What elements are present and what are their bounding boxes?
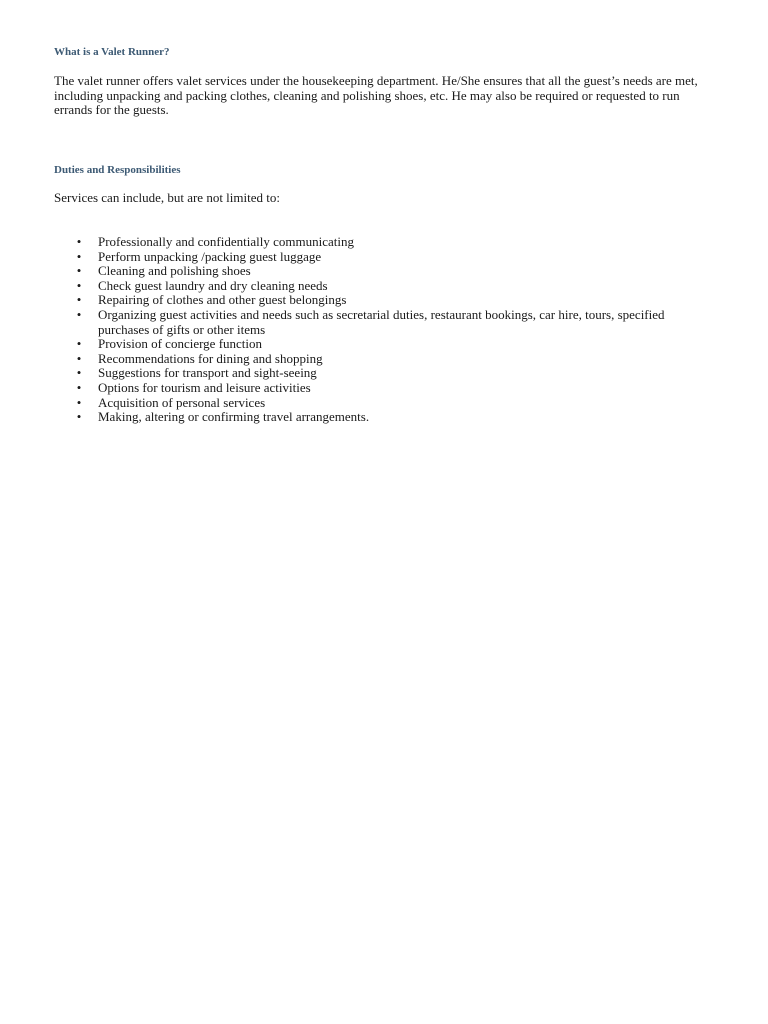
bullet-icon: •	[76, 263, 82, 279]
bullet-icon: •	[76, 336, 82, 352]
bullet-icon: •	[76, 379, 82, 395]
bullet-icon: •	[76, 234, 82, 249]
section-heading-what-is-valet-runner: What is a Valet Runner?	[54, 46, 170, 58]
bullet-icon: •	[76, 277, 82, 293]
list-item-text: Cleaning and polishing shoes	[98, 263, 251, 279]
list-item	[54, 250, 694, 265]
list-item	[54, 352, 694, 367]
list-item-text: Check guest laundry and dry cleaning needs	[98, 277, 328, 293]
list-item-text: Suggestions for transport and sight-seeing	[98, 365, 317, 381]
bullet-icon: •	[76, 409, 82, 425]
list-item-text: Options for tourism and leisure activities	[98, 379, 311, 395]
list-item-text: Repairing of clothes and other guest belongings	[98, 292, 347, 308]
list-item	[54, 279, 694, 294]
list-item	[54, 235, 694, 250]
bullet-icon: •	[76, 248, 82, 264]
bullet-icon: •	[76, 365, 82, 381]
list-item-text: Making, altering or confirming travel arrangements.	[98, 409, 370, 425]
list-item-text: Recommendations for dining and shopping	[98, 350, 323, 366]
list-item	[54, 337, 694, 352]
list-item	[54, 264, 694, 279]
duties-intro: Services can include, but are not limited to:	[54, 190, 280, 205]
list-item-text: Perform unpacking /packing guest luggage	[98, 248, 322, 264]
duties-list	[54, 235, 694, 425]
list-item	[54, 381, 694, 396]
list-item	[54, 308, 694, 337]
section-heading-duties: Duties and Responsibilities	[54, 164, 181, 176]
list-item-text: Provision of concierge function	[98, 336, 263, 352]
list-item	[54, 410, 694, 425]
list-item	[54, 366, 694, 381]
bullet-icon: •	[76, 394, 82, 410]
valet-runner-description: The valet runner offers valet services under the housekeeping department. He/She ensures that all the guest’s needs are met, including unpacking and packing clothes, cleaning and polishing shoes, etc. He may also be required or requested to run errands for the guests.	[54, 73, 698, 118]
list-item	[54, 293, 694, 308]
list-item-text: Organizing guest activities and needs such as secretarial duties, restaurant bookings, car hire, tours, specified purchases of gifts or other items	[98, 306, 665, 337]
list-item-text: Professionally and confidentially communicating	[98, 234, 354, 249]
bullet-icon: •	[76, 306, 82, 322]
bullet-icon: •	[76, 292, 82, 308]
bullet-icon: •	[76, 350, 82, 366]
list-item	[54, 396, 694, 411]
list-item-text: Acquisition of personal services	[98, 394, 266, 410]
